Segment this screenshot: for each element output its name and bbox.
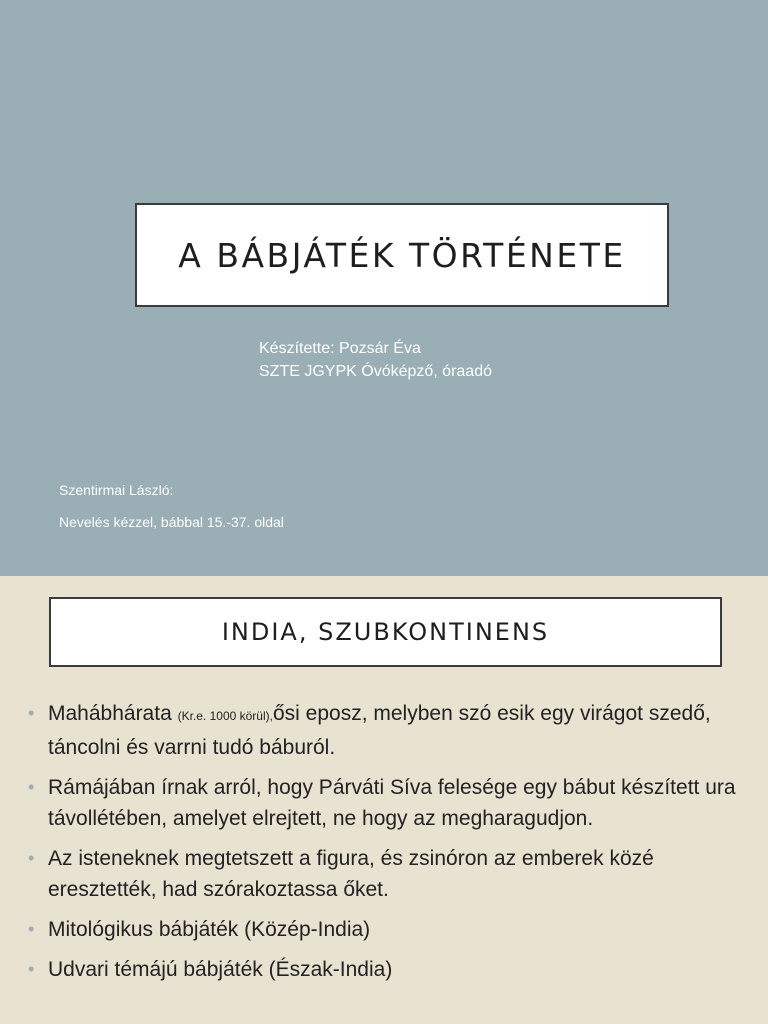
reference-block bbox=[59, 480, 284, 544]
bullet-item bbox=[28, 772, 738, 834]
reference-title: Nevelés kézzel, bábbal 15.-37. oldal bbox=[59, 514, 284, 530]
bullet-text: Rámájában írnak arról, hogy Párváti Síva felesége egy bábut készített ura távollétében, amelyet elrejtett, ne hogy az megharagudjon. bbox=[48, 776, 736, 830]
bullet-text-main: Mahábhárata bbox=[48, 702, 178, 725]
bullet-icon: • bbox=[28, 919, 35, 939]
bullet-text-rest: ősi eposz, melyben szó esik egy virágot szedő, táncolni és varrni tudó báburól. bbox=[48, 702, 711, 759]
slide-title: A BÁBJÁTÉK TÖRTÉNETE bbox=[178, 235, 626, 275]
bullet-icon: • bbox=[28, 959, 35, 979]
bullet-item bbox=[28, 698, 738, 763]
author-block bbox=[259, 337, 492, 383]
author-affiliation: SZTE JGYPK Óvóképző, óraadó bbox=[259, 363, 492, 380]
slide-heading: INDIA, SZUBKONTINENS bbox=[221, 618, 550, 646]
author-name: Készítette: Pozsár Éva bbox=[259, 340, 421, 357]
bullet-item bbox=[28, 843, 738, 905]
bullet-text: Udvari témájú bábjáték (Észak-India) bbox=[48, 958, 393, 981]
bullet-list bbox=[28, 698, 738, 994]
bullet-item bbox=[28, 954, 738, 985]
content-slide bbox=[0, 576, 768, 1024]
bullet-item bbox=[28, 914, 738, 945]
bullet-text-date: (Kr.e. 1000 körül), bbox=[177, 709, 273, 723]
title-box bbox=[135, 203, 669, 307]
bullet-icon: • bbox=[28, 848, 35, 868]
bullet-text: Az isteneknek megtetszett a figura, és zsinóron az emberek közé eresztették, had szórakoztassa őket. bbox=[48, 847, 654, 901]
reference-author: Szentirmai László: bbox=[59, 482, 174, 498]
bullet-text: Mitológikus bábjáték (Közép-India) bbox=[48, 918, 371, 941]
bullet-icon: • bbox=[28, 777, 35, 797]
bullet-icon: • bbox=[28, 703, 35, 723]
heading-box bbox=[49, 597, 722, 667]
